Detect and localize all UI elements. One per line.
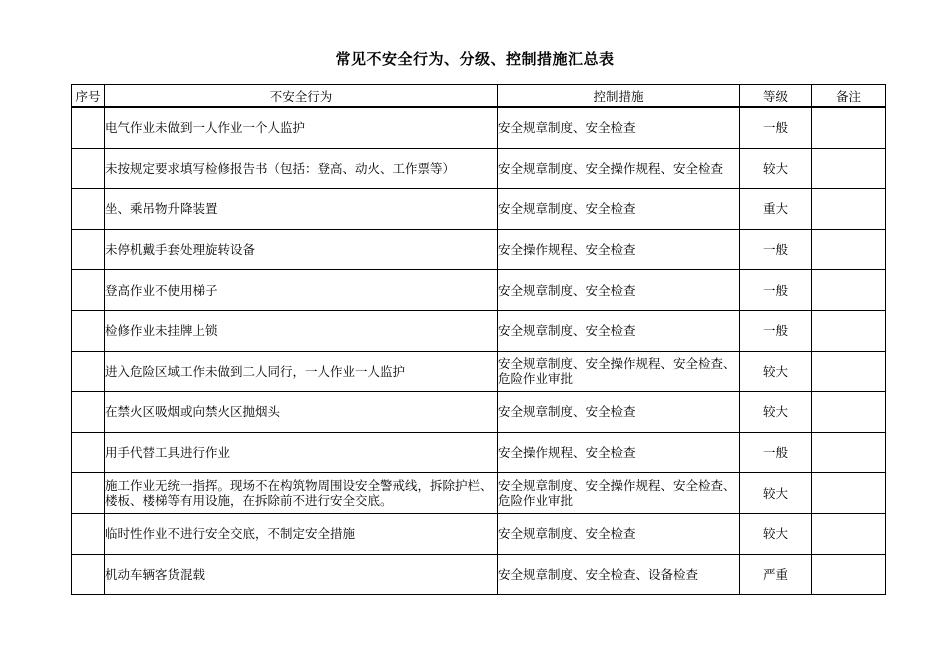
cell-control-measure: 安全规章制度、安全检查 — [498, 310, 740, 351]
cell-control-measure: 安全规章制度、安全检查、设备检查 — [498, 554, 740, 595]
table-row — [72, 432, 886, 473]
cell-seq — [72, 189, 105, 230]
cell-level: 重大 — [740, 189, 812, 230]
cell-unsafe-behavior: 在禁火区吸烟或向禁火区抛烟头 — [105, 392, 498, 433]
table-row — [72, 229, 886, 270]
cell-control-measure: 安全规章制度、安全操作规程、安全检查、危险作业审批 — [498, 351, 740, 392]
table-row — [72, 554, 886, 595]
cell-seq — [72, 148, 105, 189]
cell-unsafe-behavior: 检修作业未挂牌上锁 — [105, 310, 498, 351]
table-row — [72, 473, 886, 514]
document-title: 常见不安全行为、分级、控制措施汇总表 — [335, 50, 615, 68]
cell-note — [812, 189, 886, 230]
cell-note — [812, 513, 886, 554]
cell-seq — [72, 310, 105, 351]
table-row — [72, 513, 886, 554]
cell-level: 严重 — [740, 554, 812, 595]
cell-level: 较大 — [740, 351, 812, 392]
cell-note — [812, 351, 886, 392]
cell-seq — [72, 270, 105, 311]
cell-control-measure: 安全操作规程、安全检查 — [498, 229, 740, 270]
cell-unsafe-behavior: 施工作业无统一指挥。现场不在构筑物周围设安全警戒线，拆除护栏、楼板、楼梯等有用设施，在拆除前不进行安全交底。 — [105, 473, 498, 514]
cell-level: 较大 — [740, 473, 812, 514]
cell-unsafe-behavior: 机动车辆客货混载 — [105, 554, 498, 595]
cell-note — [812, 432, 886, 473]
cell-level: 一般 — [740, 229, 812, 270]
cell-seq — [72, 473, 105, 514]
table-row — [72, 189, 886, 230]
cell-note — [812, 392, 886, 433]
table-row — [72, 351, 886, 392]
cell-seq — [72, 513, 105, 554]
header-level: 等级 — [740, 85, 812, 108]
cell-seq — [72, 351, 105, 392]
cell-level: 一般 — [740, 270, 812, 311]
table-row — [72, 310, 886, 351]
cell-note — [812, 310, 886, 351]
cell-unsafe-behavior: 未停机戴手套处理旋转设备 — [105, 229, 498, 270]
cell-note — [812, 473, 886, 514]
cell-note — [812, 270, 886, 311]
cell-unsafe-behavior: 电气作业未做到一人作业一个人监护 — [105, 107, 498, 148]
header-measure: 控制措施 — [498, 85, 740, 108]
cell-note — [812, 148, 886, 189]
cell-control-measure: 安全操作规程、安全检查 — [498, 432, 740, 473]
cell-seq — [72, 229, 105, 270]
cell-unsafe-behavior: 登高作业不使用梯子 — [105, 270, 498, 311]
cell-control-measure: 安全规章制度、安全检查 — [498, 107, 740, 148]
cell-control-measure: 安全规章制度、安全检查 — [498, 189, 740, 230]
cell-level: 较大 — [740, 513, 812, 554]
cell-unsafe-behavior: 未按规定要求填写检修报告书（包括：登高、动火、工作票等） — [105, 148, 498, 189]
cell-note — [812, 554, 886, 595]
cell-level: 一般 — [740, 432, 812, 473]
cell-control-measure: 安全规章制度、安全操作规程、安全检查、危险作业审批 — [498, 473, 740, 514]
table-row — [72, 148, 886, 189]
header-behavior: 不安全行为 — [105, 85, 498, 108]
table-row — [72, 392, 886, 433]
cell-unsafe-behavior: 临时性作业不进行安全交底，不制定安全措施 — [105, 513, 498, 554]
table-row — [72, 270, 886, 311]
cell-seq — [72, 392, 105, 433]
cell-level: 一般 — [740, 107, 812, 148]
table-row — [72, 107, 886, 148]
cell-unsafe-behavior: 用手代替工具进行作业 — [105, 432, 498, 473]
cell-control-measure: 安全规章制度、安全操作规程、安全检查 — [498, 148, 740, 189]
cell-note — [812, 229, 886, 270]
header-row — [72, 85, 886, 108]
cell-seq — [72, 432, 105, 473]
table-body — [72, 107, 886, 595]
table-header — [72, 85, 886, 108]
cell-level: 较大 — [740, 392, 812, 433]
cell-level: 较大 — [740, 148, 812, 189]
cell-seq — [72, 554, 105, 595]
cell-control-measure: 安全规章制度、安全检查 — [498, 270, 740, 311]
cell-unsafe-behavior: 坐、乘吊物升降装置 — [105, 189, 498, 230]
cell-unsafe-behavior: 进入危险区域工作未做到二人同行，一人作业一人监护 — [105, 351, 498, 392]
header-note: 备注 — [812, 85, 886, 108]
cell-level: 一般 — [740, 310, 812, 351]
cell-seq — [72, 107, 105, 148]
cell-control-measure: 安全规章制度、安全检查 — [498, 513, 740, 554]
header-seq: 序号 — [72, 85, 105, 108]
unsafe-behavior-table — [71, 84, 886, 595]
cell-control-measure: 安全规章制度、安全检查 — [498, 392, 740, 433]
cell-note — [812, 107, 886, 148]
